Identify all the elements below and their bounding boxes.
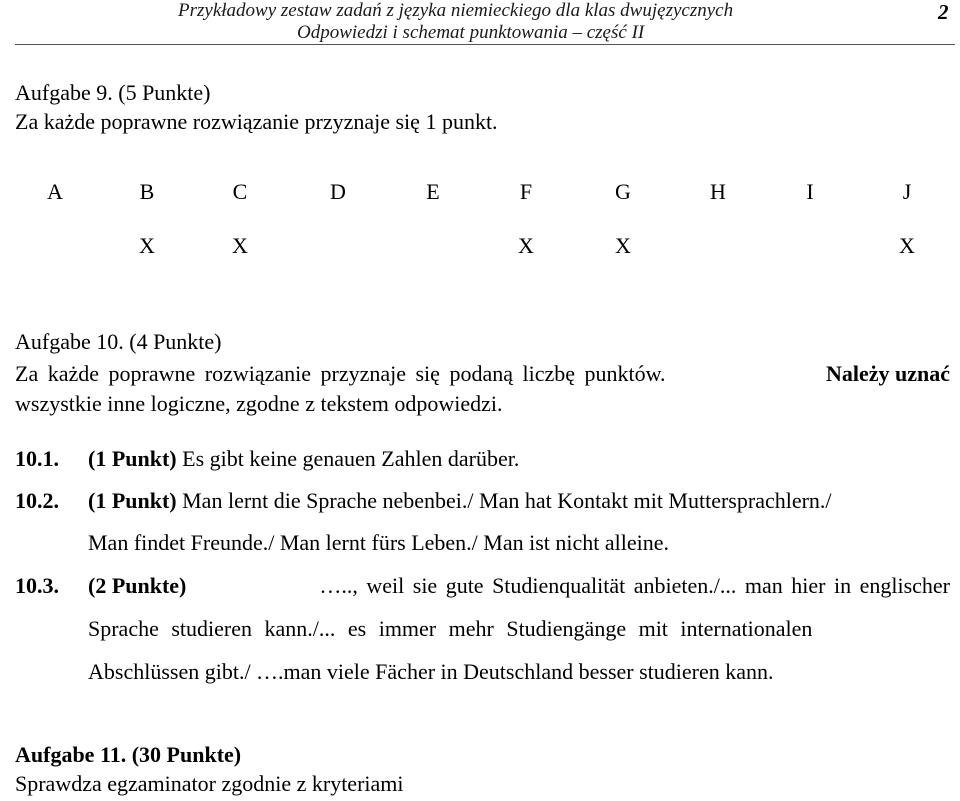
- answer-letter: E: [426, 179, 440, 204]
- answer-mark: X: [139, 233, 155, 258]
- answer-letter: D: [330, 179, 346, 204]
- aufgabe10-instruction-bold: Należy uznać: [825, 361, 950, 386]
- item-points: (1 Punkt): [88, 488, 177, 513]
- answer-letter: J: [902, 179, 912, 204]
- answer-mark: X: [232, 233, 248, 258]
- item-text: ….., weil sie gute Studienqualität anbieten./... man hier in englischer: [319, 573, 950, 598]
- item-text: Abschlüssen gibt./ ….man viele Fächer in Deutschland besser studieren kann.: [88, 659, 774, 684]
- answer-letter: F: [519, 179, 533, 204]
- aufgabe10-heading: Aufgabe 10. (4 Punkte): [15, 329, 222, 354]
- item-points: (1 Punkt): [88, 446, 177, 471]
- answer-letter: B: [139, 179, 155, 204]
- answer-letter: C: [232, 179, 248, 204]
- aufgabe10-instruction-line1: Za każde poprawne rozwiązanie przyznaje się podaną liczbę punktów.: [15, 361, 666, 386]
- answer-letter: H: [710, 179, 726, 204]
- header-divider: [15, 44, 955, 45]
- item-number: 10.1.: [15, 446, 59, 471]
- item-points: (2 Punkte): [88, 573, 187, 598]
- header-subtitle: Odpowiedzi i schemat punktowania – część II: [297, 22, 645, 43]
- item-line: [88, 488, 832, 514]
- aufgabe11-instruction: Sprawdza egzaminator zgodnie z kryteriami: [15, 771, 404, 796]
- item-line: [88, 446, 519, 472]
- item-text: Man lernt die Sprache nebenbei./ Man hat Kontakt mit Muttersprachlern./: [182, 488, 832, 513]
- answer-letter: G: [615, 179, 631, 204]
- page-number: 2: [938, 0, 949, 24]
- item-line: [88, 573, 950, 599]
- answer-mark: X: [615, 233, 631, 258]
- aufgabe9-instruction: Za każde poprawne rozwiązanie przyznaje się 1 punkt.: [15, 109, 498, 134]
- answer-letter: I: [806, 179, 814, 204]
- answer-mark: X: [899, 233, 915, 258]
- answer-mark: X: [518, 233, 534, 258]
- answer-letter: A: [47, 179, 63, 204]
- header-title: Przykładowy zestaw zadań z języka niemieckiego dla klas dwujęzycznych: [178, 0, 734, 21]
- item-text: Man findet Freunde./ Man lernt fürs Leben./ Man ist nicht alleine.: [88, 530, 670, 555]
- item-text: Sprache studieren kann./... es immer mehr Studiengänge mit internationalen: [88, 616, 813, 641]
- aufgabe10-instruction: [15, 361, 950, 387]
- aufgabe9-heading: Aufgabe 9. (5 Punkte): [15, 80, 211, 105]
- aufgabe10-instruction-line2: wszystkie inne logiczne, zgodne z tekstem odpowiedzi.: [15, 391, 503, 416]
- item-number: 10.3.: [15, 573, 59, 598]
- aufgabe11-heading: Aufgabe 11. (30 Punkte): [15, 742, 242, 767]
- item-number: 10.2.: [15, 488, 59, 513]
- item-text: Es gibt keine genauen Zahlen darüber.: [182, 446, 520, 471]
